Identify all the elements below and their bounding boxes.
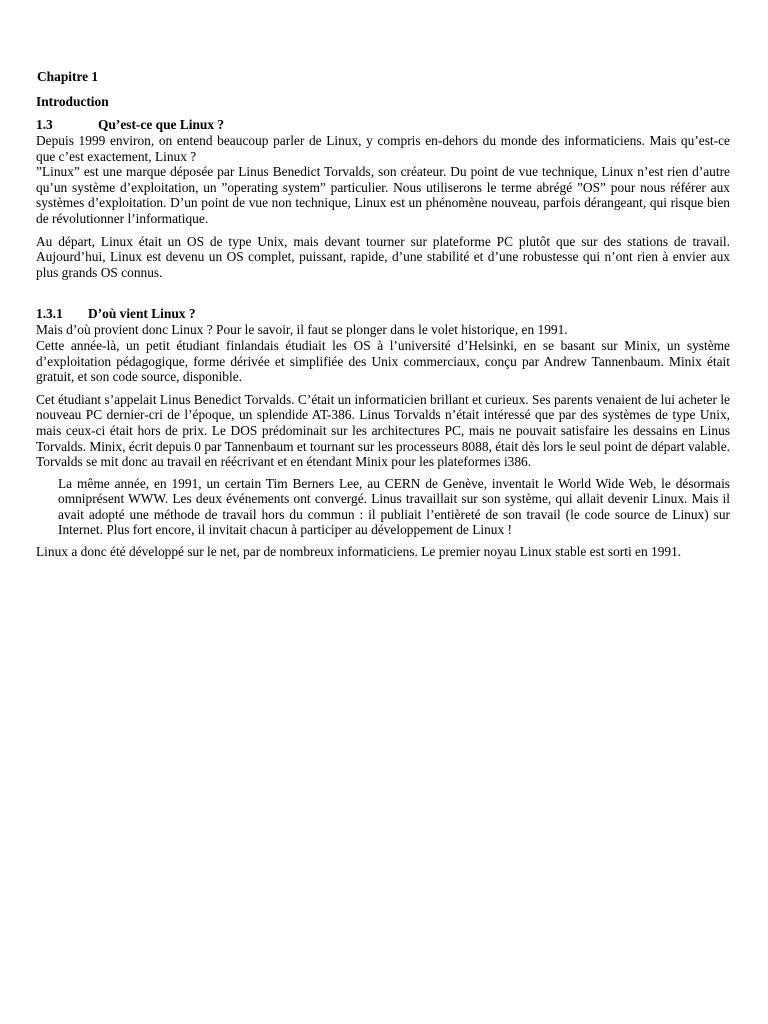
- paragraph: Linux a donc été développé sur le net, par de nombreux informaticiens. Le premier noyau Linux stable est sorti en 1991.: [36, 544, 682, 560]
- section-number: 1.3: [36, 117, 53, 132]
- indented-paragraph: La même année, en 1991, un certain Tim Berners Lee, au CERN de Genève, inventait le World Wide Web, le désormais omniprésent WWW. Les deux événements ont convergé. Linus travaillait sur son système, qui allait devenir Linux. Mais il avait adopté une méthode de travail hors du commun : il publiait l’entièreté de son travail (le code source de Linux) sur Internet. Plus fort encore, il invitait chacun à participer au développement de Linux !: [58, 475, 730, 538]
- paragraph: Depuis 1999 environ, on entend beaucoup parler de Linux, y compris en-dehors du monde des informaticiens. Mais qu’est-ce que c’est exactement, Linux ?: [36, 133, 730, 164]
- paragraph: Au départ, Linux était un OS de type Unix, mais devant tourner sur plateforme PC plutôt que sur des stations de travail. Aujourd’hui, Linux est devenu un OS complet, puissant, rapide, d’une stabilité et d’une robustesse qui n’ont rien à envier aux plus grands OS connus.: [36, 233, 730, 280]
- section-number: 1.3.1: [36, 306, 63, 322]
- section-heading-1-3-1: [36, 306, 730, 322]
- section-title: D’où vient Linux ?: [88, 306, 196, 322]
- section-heading-1-3: [36, 117, 730, 133]
- document-page: [36, 68, 730, 560]
- paragraph: Mais d’où provient donc Linux ? Pour le savoir, il faut se plonger dans le volet historique, en 1991.: [36, 322, 568, 338]
- paragraph: ”Linux” est une marque déposée par Linus Benedict Torvalds, son créateur. Du point de vue technique, Linux n’est rien d’autre qu’un système d’exploitation, un ”operating system” particulier. Nous utiliserons le terme abrégé ”OS” pour nous référer aux systèmes d’exploitation. D’un point de vue non technique, Linux est un phénomène nouveau, parfois dérangeant, qui risque bien de révolutionner l’informatique.: [36, 164, 730, 226]
- chapter-heading: Chapitre 1: [37, 69, 99, 84]
- paragraph: Cet étudiant s’appelait Linus Benedict Torvalds. C’était un informaticien brillant et curieux. Ses parents venaient de lui acheter le nouveau PC dernier-cri de l’époque, un splendide AT-386. Linus Torvalds n’était intéressé que par des systèmes de type Unix, mais ceux-ci était hors de prix. Le DOS prédominait sur les architectures PC, mais ne pouvait satisfaire les dessains en Linus Torvalds. Minix, écrit depuis 0 par Tannenbaum et tournant sur les processeurs 8088, était dès lors le seul point de départ valable. Torvalds se mit donc au travail en réécrivant et en étendant Minix pour les plateformes i386.: [36, 391, 730, 470]
- introduction-heading: Introduction: [36, 94, 109, 109]
- paragraph: Cette année-là, un petit étudiant finlandais étudiait les OS à l’université d’Helsinki, en se basant sur Minix, un système d’exploitation pédagogique, forme dérivée et simplifiée des Unix commerciaux, conçu par Andrew Tannenbaum. Minix était gratuit, et son code source, disponible.: [36, 337, 730, 385]
- section-title: Qu’est-ce que Linux ?: [98, 117, 225, 132]
